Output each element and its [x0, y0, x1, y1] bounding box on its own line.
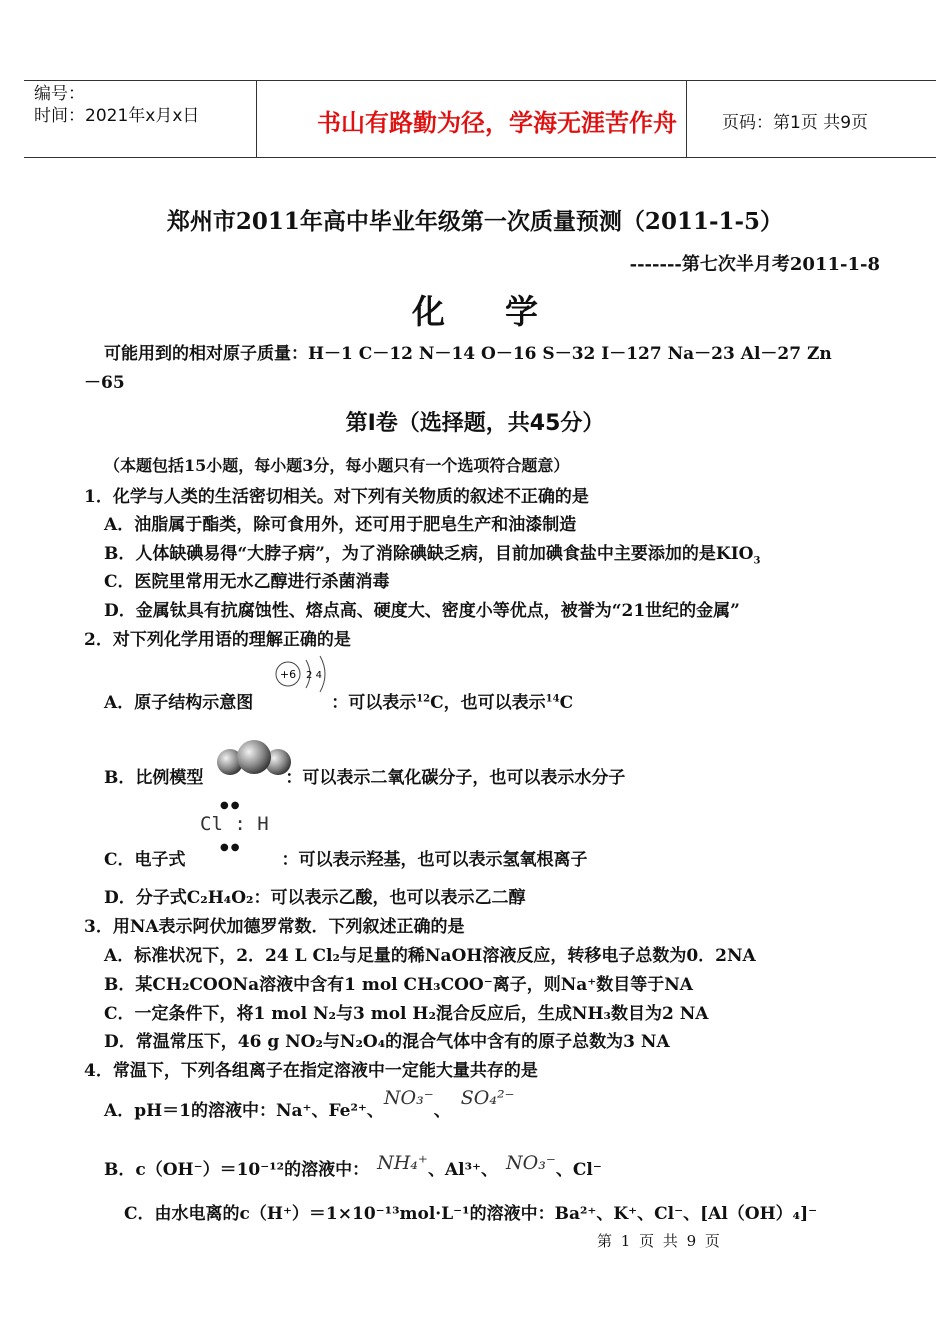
- q2-option-d: D．分子式C₂H₄O₂：可以表示乙酸，也可以表示乙二醇: [104, 888, 526, 908]
- q1-option-c: C．医院里常用无水乙醇进行杀菌消毒: [104, 572, 390, 592]
- svg-text:+6: +6: [279, 668, 297, 681]
- subject-title: 化学: [412, 292, 598, 331]
- exam-title: 郑州市2011年高中毕业年级第一次质量预测（2011-1-5）: [166, 208, 784, 235]
- serial-label: 编号：: [34, 84, 85, 104]
- svg-text:2 4: 2 4: [306, 670, 322, 681]
- page-header: [24, 80, 936, 158]
- q2-option-a: A．原子结构示意图 ：可以表示$^{12}$C，也可以表示$^{14}$C: [104, 693, 574, 713]
- q1-option-b: B．人体缺碘易得“大脖子病”，为了消除碘缺乏病，目前加碘食盐中主要添加的是$KIO_3$: [104, 544, 761, 567]
- q3-stem: 3．用NA表示阿伏加德罗常数．下列叙述正确的是: [84, 917, 465, 937]
- header-divider: [686, 81, 687, 157]
- time-label: 时间：2021年x月x日: [34, 106, 200, 126]
- q3-option-b: B．某CH₂COONa溶液中含有1 mol CH₃COO⁻离子，则Na⁺数目等于NA: [104, 975, 693, 995]
- q1-option-a: A．油脂属于酯类，除可食用外，还可用于肥皂生产和油漆制造: [104, 515, 577, 535]
- q2-option-c: C．电子式 ：可以表示羟基，也可以表示氢氧根离子: [104, 850, 588, 870]
- q4-stem: 4．常温下，下列各组离子在指定溶液中一定能大量共存的是: [84, 1061, 538, 1081]
- header-motto: 书山有路勤为径，学海无涯苦作舟: [317, 109, 677, 137]
- q1-option-d: D．金属钛具有抗腐蚀性、熔点高、硬度大、密度小等优点，被誉为“21世纪的金属”: [104, 601, 740, 621]
- page-footer: 第 1 页 共 9 页: [597, 1232, 722, 1250]
- q3-option-a: A．标准状况下，2．24 L Cl₂与足量的稀NaOH溶液反应，转移电子总数为0．2NA: [104, 946, 756, 966]
- q4-option-b: B．c（OH⁻）＝10⁻¹²的溶液中： NH₄⁺、Al³⁺、 NO₃⁻、Cl⁻: [104, 1152, 602, 1180]
- section-title: 第Ⅰ卷（选择题，共45分）: [345, 411, 605, 436]
- header-divider: [256, 81, 257, 157]
- q3-option-d: D．常温常压下，46 g NO₂与N₂O₄的混合气体中含有的原子总数为3 NA: [104, 1032, 670, 1052]
- header-meta: [34, 83, 262, 127]
- header-page-label: 页码：第1页 共9页: [722, 113, 869, 133]
- atomic-masses-cont: －65: [84, 373, 125, 393]
- q4-option-c: C．由水电离的c（H⁺）＝1×10⁻¹³mol·L⁻¹的溶液中：Ba²⁺、K⁺、Cl⁻、[Al（OH）₄]⁻: [124, 1204, 818, 1224]
- electron-formula: ●● Cl : H ●●: [200, 800, 269, 853]
- q4-option-a: A．pH＝1的溶液中：Na⁺、Fe²⁺、NO₃⁻、SO₄²⁻: [104, 1087, 515, 1121]
- q1-stem: 1．化学与人类的生活密切相关。对下列有关物质的叙述不正确的是: [84, 487, 589, 507]
- q2-option-b: B．比例模型 ：可以表示二氧化碳分子，也可以表示水分子: [104, 768, 626, 788]
- q3-option-c: C．一定条件下，将1 mol N₂与3 mol H₂混合反应后，生成NH₃数目为2 NA: [104, 1004, 709, 1024]
- exam-subtitle: -------第七次半月考2011-1-8: [629, 254, 880, 275]
- q2-stem: 2．对下列化学用语的理解正确的是: [84, 630, 351, 650]
- atomic-masses: 可能用到的相对原子质量：H－1 C－12 N－14 O－16 S－32 I－127 Na－23 Al－27 Zn: [104, 344, 832, 364]
- section-note: （本题包括15小题，每小题3分，每小题只有一个选项符合题意）: [104, 456, 570, 475]
